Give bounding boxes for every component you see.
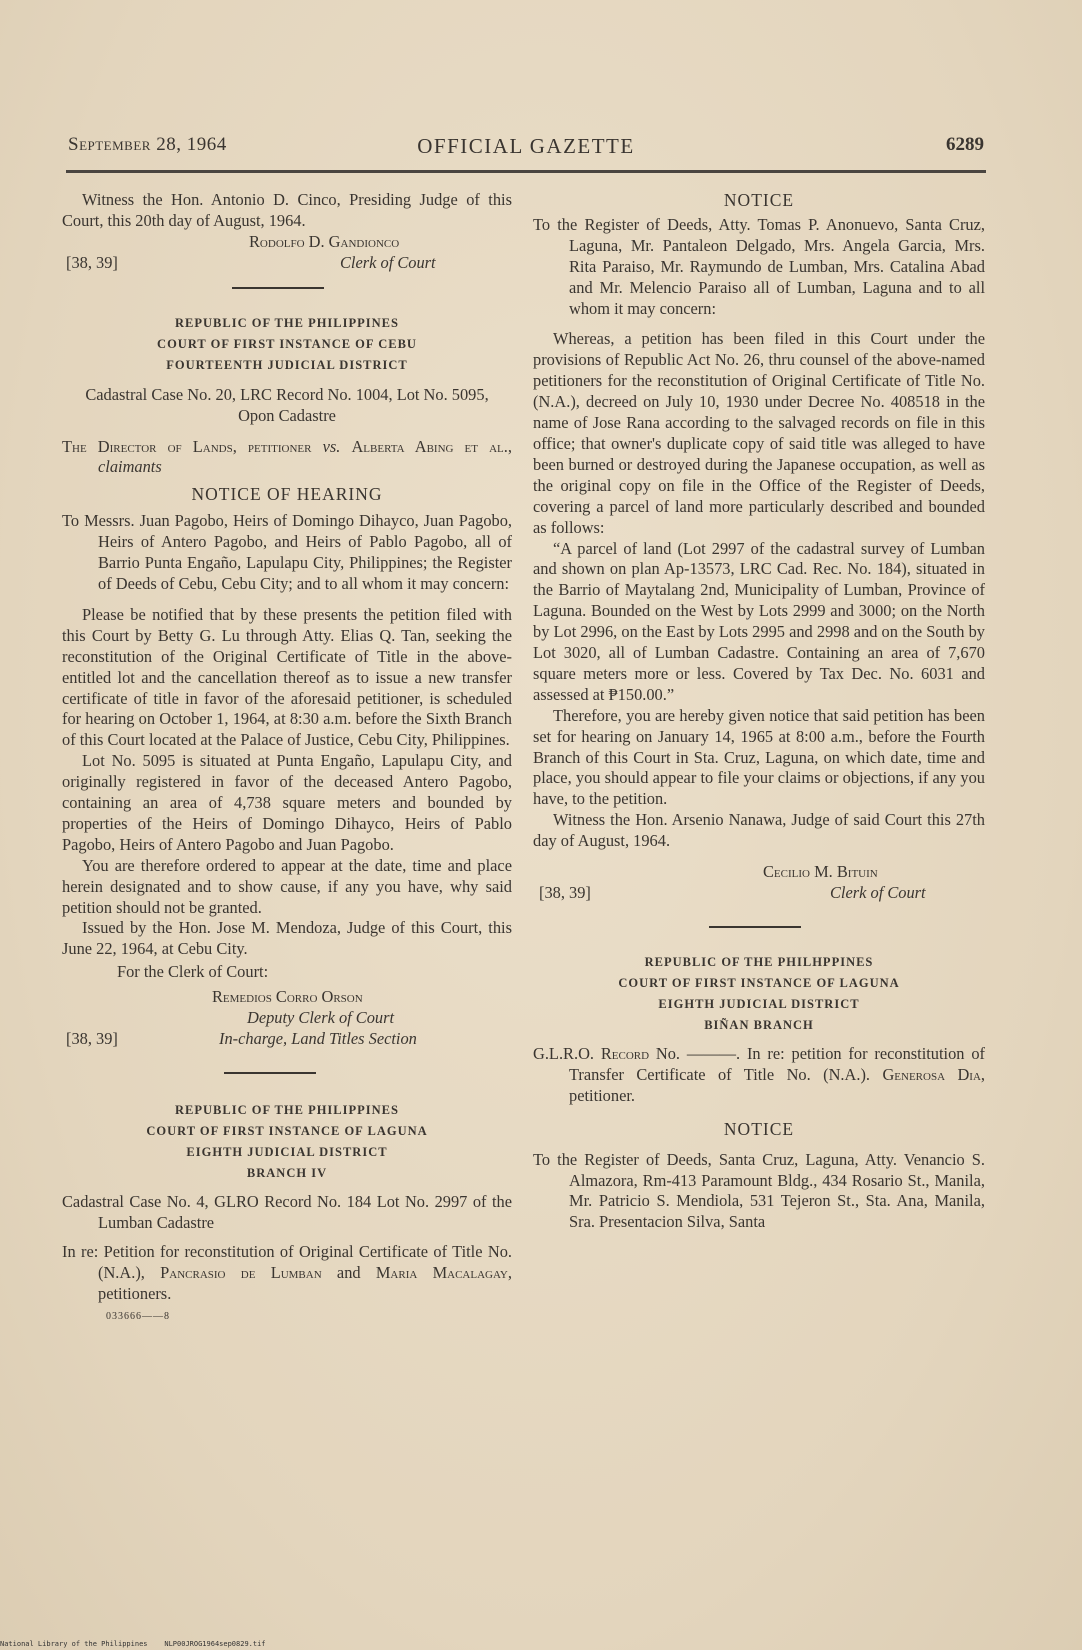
notice-heading: NOTICE [723, 1118, 795, 1139]
signatory-name: Remedios Corro Orson [212, 987, 363, 1007]
issue-reference: [38, 39] [66, 1029, 118, 1048]
court-heading-line: BRANCH IV [246, 1166, 328, 1180]
hearing-paragraph: Therefore, you are hereby given notice that said petition has been set for hearing on January 14, 1965 at 8:00 a.m., before the Fourth Branch of this Court in Sta. Cruz, Laguna, on which date, time and place, you should appear to file your claims or objections, if any you have, to the petition. [533, 705, 985, 809]
header-rule [66, 170, 986, 173]
page-header [68, 134, 984, 164]
versus-text: vs. [322, 436, 341, 456]
court-heading-line: EIGHTH JUDICIAL DISTRICT [186, 1145, 388, 1159]
for-clerk-line: For the Clerk of Court: [117, 962, 269, 982]
court-heading [62, 313, 512, 376]
petitioner-name: Generosa Dia, [882, 1064, 985, 1084]
petitioner-name: Pancrasio de Lumban [160, 1262, 322, 1282]
print-code: 033666——8 [106, 1310, 170, 1322]
witness-paragraph: Witness the Hon. Arsenio Nanawa, Judge of said Court this 27th day of August, 1964. [533, 810, 985, 851]
signatory-name: Rodolfo D. Gandionco [249, 231, 400, 251]
case-title: Cadastral Case No. 20, LRC Record No. 1004, Lot No. 5095, Opon Cadastre [85, 384, 489, 425]
issue-date: September 28, 1964 [68, 134, 227, 155]
library-credit: National Library of the Philippines [0, 1640, 148, 1648]
glro-record-paragraph [533, 1044, 985, 1107]
signatory-title: Clerk of Court [340, 252, 436, 272]
page-number: 6289 [946, 134, 984, 155]
issue-reference: [38, 39] [66, 252, 118, 272]
court-heading-line: COURT OF FIRST INSTANCE OF CEBU [157, 336, 417, 351]
record-label: Record [600, 1044, 650, 1063]
claimant-names: Alberta Abing et al., [351, 436, 512, 456]
signature-row [62, 1029, 512, 1050]
signature-row [533, 883, 985, 904]
court-heading [62, 1100, 512, 1184]
whereas-paragraph: Whereas, a petition has been filed in this Court under the provisions of Republic Act No. 26, thru counsel of the above-named petitioners for the reconstitution of Original Certificate of Title No. (N.A.), decreed on July 10, 1930 under Decree No. 408518 in the name of Jose Rana according to the salvaged records on file in this office; that owner's duplicate copy of said title was alleged to have been burned or destroyed during the Japanese occupation, as well as the original copy on file in the Office of the Register of Deeds, covering a parcel of land more particularly described and bounded as follows: [533, 329, 985, 537]
conjunction: and [336, 1262, 361, 1282]
witness-paragraph: Witness the Hon. Antonio D. Cinco, Presiding Judge of this Court, this 20th day of August, 1964. [62, 190, 512, 230]
signatory-title: Clerk of Court [830, 883, 926, 902]
court-heading-line: COURT OF FIRST INSTANCE OF LAGUNA [146, 1124, 428, 1138]
signatory-section: In-charge, Land Titles Section [219, 1029, 417, 1048]
order-paragraph: You are therefore ordered to appear at the date, time and place herein designated and to show cause, if any you have, why said petition should not be granted. [62, 855, 512, 917]
petitioner-name: Maria Macalagay, [375, 1262, 512, 1282]
issue-reference: [38, 39] [539, 883, 591, 902]
signatory-title: Deputy Clerk of Court [247, 1008, 395, 1028]
addressees: To the Register of Deeds, Santa Cruz, Laguna, Atty. Venancio S. Almazora, Rm-413 Paramount Bldg., 434 Rosario St., Manila, Mr. Patricio S. Mendiola, 531 Tejeron St., Sta. Ana, Manila, Sra. Presentacion Silva, Santa [533, 1149, 985, 1232]
court-heading [533, 952, 985, 1036]
scan-footer [0, 1640, 266, 1648]
in-re-paragraph [62, 1242, 512, 1305]
notice-paragraph: Please be notified that by these presents the petition filed with this Court by Betty G. Lu through Atty. Elias Q. Tan, seeking the reconstitution of the Original Certificate of Title in the above-entitled lot and the cancellation thereof as to issue a new transfer certificate of title in favor of the aforesaid petitioner, is scheduled for hearing on October 1, 1964, at 8:30 a.m. before the Sixth Branch of this Court located at the Palace of Justice, Cebu City, Philippines. [62, 604, 512, 750]
section-divider [709, 926, 801, 928]
court-heading-line: EIGHTH JUDICIAL DISTRICT [658, 997, 860, 1011]
scan-filename: NLP00JROG1964sep0829.tif [164, 1640, 266, 1648]
petitioner-text: The Director of Lands, petitioner [62, 436, 312, 456]
in-re-text: No. ———. In re: petition for reconstitution of Transfer Certificate of Title No. (N.A.). [569, 1044, 985, 1084]
addressees: To Messrs. Juan Pagobo, Heirs of Domingo Dihayco, Juan Pagobo, Heirs of Antero Pagobo, and Heirs of Pablo Pagobo, all of Barrio Punta Engaño, Lapulapu City, Philippines; the Register of Deeds of Cebu, Cebu City; and to all whom it may concern: [62, 511, 512, 593]
court-heading-line: REPUBLIC OF THE PHILHPPINES [644, 955, 874, 969]
court-heading-line: REPUBLIC OF THE PHILIPPINES [175, 315, 399, 330]
right-column [533, 190, 985, 1233]
court-heading-line: COURT OF FIRST INSTANCE OF LAGUNA [618, 976, 900, 990]
court-heading-line: FOURTEENTH JUDICIAL DISTRICT [166, 357, 408, 372]
notice-heading: NOTICE OF HEARING [191, 484, 383, 505]
issued-paragraph: Issued by the Hon. Jose M. Mendoza, Judge of this Court, this June 22, 1964, at Cebu City. [62, 918, 512, 959]
signature-row [62, 253, 512, 274]
petitioners-label: petitioners. [98, 1283, 172, 1303]
in-re-text: In re: Petition for reconstitution of Original Certificate of Title No. (N.A.), [62, 1241, 512, 1282]
lot-description: Lot No. 5095 is situated at Punta Engaño, Lapulapu City, and originally registered in favor of the deceased Antero Pagobo, containing an area of 4,738 square meters and bounded by properties of the Heirs of Domingo Dihayco, Heirs of Pablo Pagobo, Heirs of Antero Pagobo and Juan Pagobo. [62, 751, 512, 854]
signatory-name: Cecilio M. Bituin [763, 862, 878, 882]
case-parties [62, 437, 512, 479]
publication-title: OFFICIAL GAZETTE [417, 134, 635, 158]
land-description: “A parcel of land (Lot 2997 of the cadastral survey of Lumban and shown on plan Ap-13573, LRC Cad. Rec. No. 184), situated in the Barrio of Maytalang 2nd, Municipality of Lumban, Province of Laguna. Bounded on the West by Lots 2999 and 3000; on the North by Lot 2996, on the East by Lots 2995 and 2998 and on the South by Lot 3020, all of Lumban Cadastre. Containing an area of 7,670 square meters more or less. Covered by Tax Dec. No. 6031 and assessed at ₱150.00.” [533, 538, 985, 704]
court-heading-line: BIÑAN BRANCH [704, 1018, 814, 1032]
claimants-label: claimants [98, 457, 162, 477]
section-divider [232, 287, 324, 289]
case-title: Cadastral Case No. 4, GLRO Record No. 184 Lot No. 2997 of the Lumban Cadastre [62, 1192, 512, 1232]
addressees: To the Register of Deeds, Atty. Tomas P. Anonuevo, Santa Cruz, Laguna, Mr. Pantaleon Delgado, Mrs. Angela Garcia, Mrs. Rita Paraiso, Mr. Raymundo de Lumban, Mrs. Catalina Abad and Mr. Melencio Paraiso all of Lumban, Laguna and to all whom it may concern: [533, 214, 985, 318]
petitioner-label: petitioner. [569, 1085, 636, 1105]
section-divider [224, 1072, 316, 1074]
court-heading-line: REPUBLIC OF THE PHILIPPINES [175, 1103, 399, 1117]
glro-label: G.L.R.O. [533, 1044, 595, 1063]
left-column [62, 190, 512, 1327]
notice-heading: NOTICE [723, 190, 795, 210]
